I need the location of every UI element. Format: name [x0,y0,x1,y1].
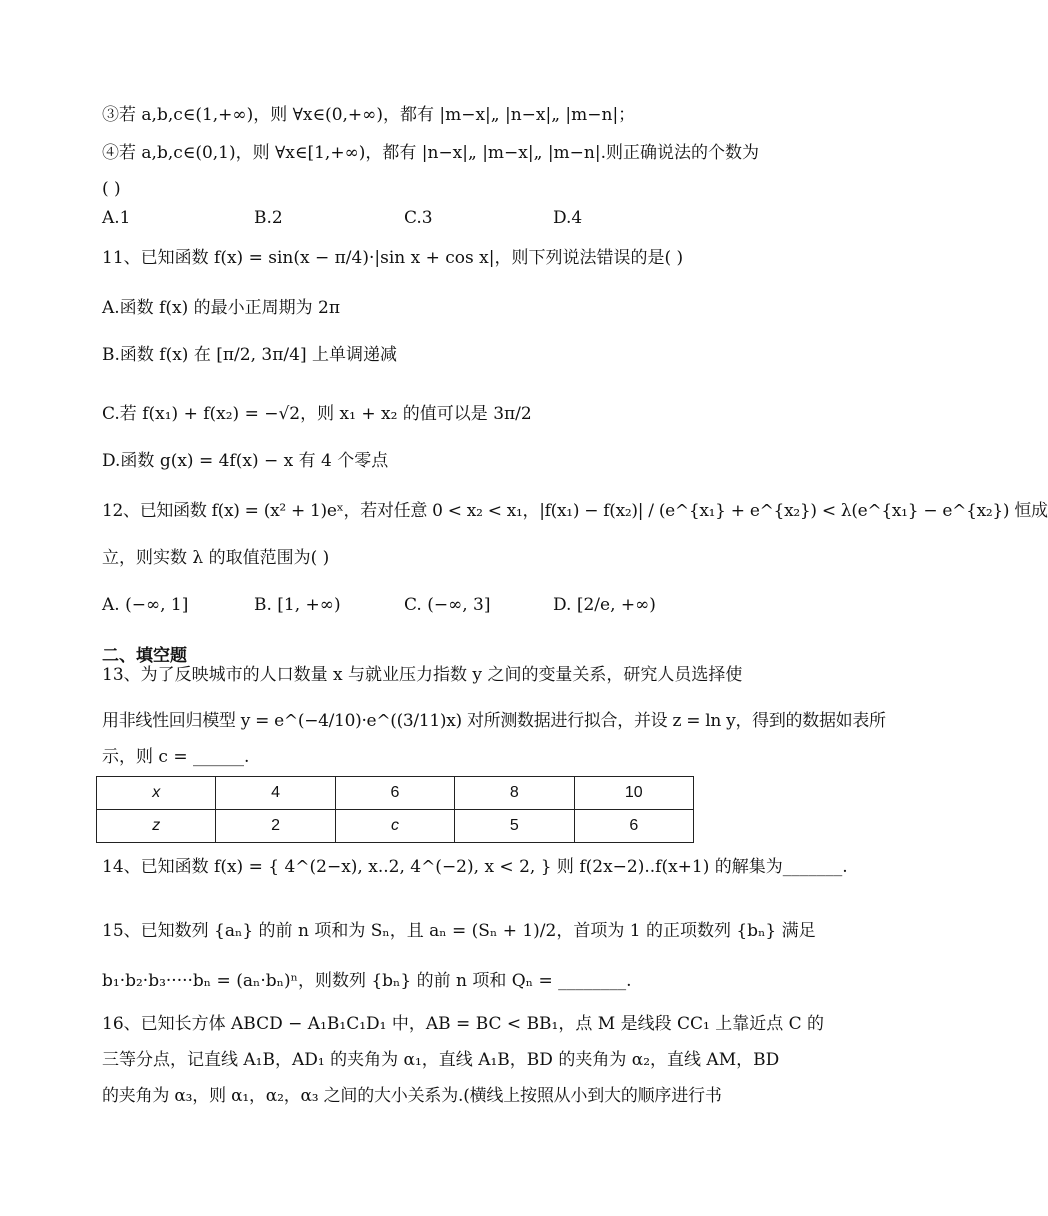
q13-line2: 用非线性回归模型 y = e^(−4/10)·e^((3/11)x) 对所测数据进行拟合，并设 z = ln y，得到的数据如表所 [102,711,886,731]
table-cell: c [335,810,454,843]
q12-option-b: B. [1, +∞) [254,595,341,615]
table-cell: 6 [574,810,693,843]
q11-option-c: C.若 f(x₁) + f(x₂) = −√2，则 x₁ + x₂ 的值可以是 3π/2 [102,404,532,424]
q11-option-d: D.函数 g(x) = 4f(x) − x 有 4 个零点 [102,451,389,471]
q11-option-b: B.函数 f(x) 在 [π/2, 3π/4] 上单调递减 [102,345,397,365]
q10-option-a: A.1 [102,208,131,228]
q16-line1: 16、已知长方体 ABCD − A₁B₁C₁D₁ 中，AB = BC < BB₁，点 M 是线段 CC₁ 上靠近点 C 的 [102,1014,825,1034]
q15-line1: 15、已知数列 {aₙ} 的前 n 项和为 Sₙ，且 aₙ = (Sₙ + 1)/2，首项为 1 的正项数列 {bₙ} 满足 [102,921,816,941]
q12-option-a: A. (−∞, 1] [102,595,189,615]
q10-item4: ④若 a,b,c∈(0,1)，则 ∀x∈[1,+∞)，都有 |n−x|„ |m−x|„ |m−n|.则正确说法的个数为 [102,143,759,163]
table-cell: z [97,810,216,843]
table-cell: 6 [335,777,454,810]
q10-option-b: B.2 [254,208,283,228]
data-table [96,776,694,843]
table-cell: x [97,777,216,810]
q12-option-d: D. [2/e, +∞) [553,595,656,615]
table-cell: 4 [216,777,335,810]
q14-stem: 14、已知函数 f(x) = { 4^(2−x), x..2, 4^(−2), x < 2, } 则 f(2x−2)..f(x+1) 的解集为_______. [102,857,848,877]
q12-stem: 12、已知函数 f(x) = (x² + 1)eˣ，若对任意 0 < x₂ < x₁，|f(x₁) − f(x₂)| / (e^{x₁} + e^{x₂}) < λ(e^{x₁} − e^{x₂}) 恒成 [102,501,1048,521]
q10-option-d: D.4 [553,208,583,228]
table-cell: 5 [455,810,574,843]
q11-stem: 11、已知函数 f(x) = sin(x − π/4)·|sin x + cos x|，则下列说法错误的是( ) [102,248,684,268]
q10-paren: ( ) [102,179,121,199]
q10-item3: ③若 a,b,c∈(1,+∞)，则 ∀x∈(0,+∞)，都有 |m−x|„ |n−x|„ |m−n|； [102,105,636,125]
q16-line3: 的夹角为 α₃，则 α₁，α₂，α₃ 之间的大小关系为.(横线上按照从小到大的顺序进行书 [102,1086,722,1106]
q12-stem-cont: 立，则实数 λ 的取值范围为( ) [102,548,330,568]
table-cell: 8 [455,777,574,810]
table-cell: 10 [574,777,693,810]
q15-line2: b₁·b₂·b₃·····bₙ = (aₙ·bₙ)ⁿ，则数列 {bₙ} 的前 n 项和 Qₙ = ________. [102,971,632,991]
section-heading: 二、填空题 [102,646,187,666]
table-cell: 2 [216,810,335,843]
q12-option-c: C. (−∞, 3] [404,595,491,615]
q11-option-a: A.函数 f(x) 的最小正周期为 2π [102,298,341,318]
q10-option-c: C.3 [404,208,433,228]
q16-line2: 三等分点，记直线 A₁B，AD₁ 的夹角为 α₁，直线 A₁B，BD 的夹角为 α₂，直线 AM，BD [102,1050,780,1070]
q13-line1: 13、为了反映城市的人口数量 x 与就业压力指数 y 之间的变量关系，研究人员选择使 [102,665,743,685]
table-row [97,777,694,810]
table-row [97,810,694,843]
q13-line3: 示，则 c = ______. [102,747,250,767]
